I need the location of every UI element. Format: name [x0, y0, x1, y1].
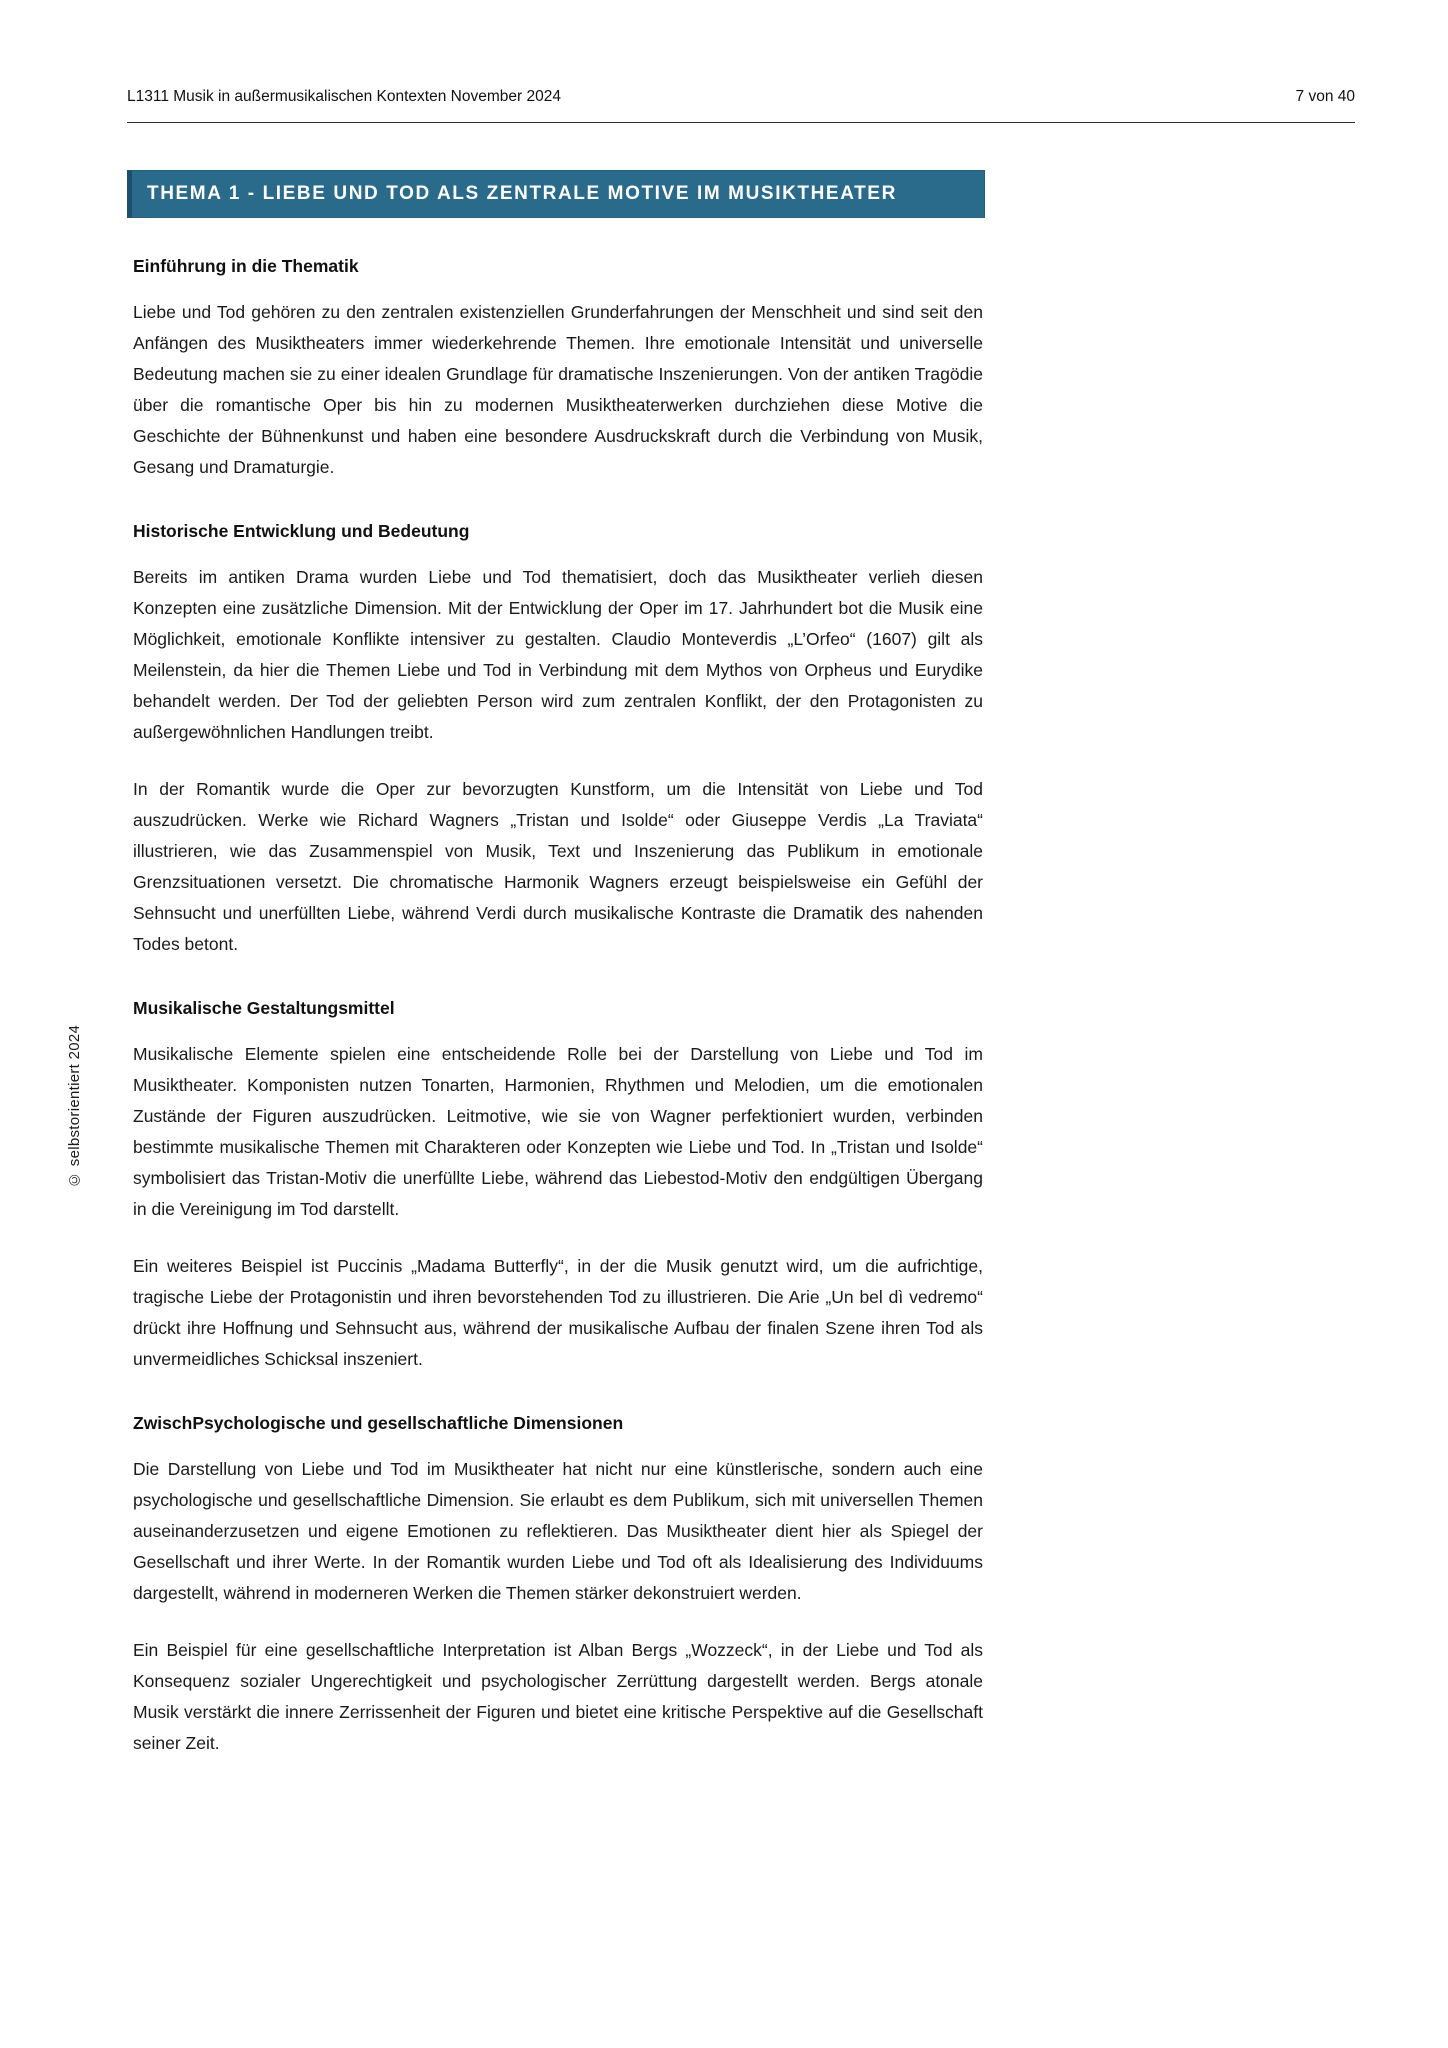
paragraph: In der Romantik wurde die Oper zur bevorzugten Kunstform, um die Intensität von Liebe und Tod auszudrücken. Werke wie Richard Wagners „Tristan und Isolde“ oder Giuseppe Verdis „La Traviata“ illustrieren, wie das Zusammenspiel von Musik, Text und Inszenierung das Publikum in emotionale Grenzsituationen versetzt. Die chromatische Harmonik Wagners erzeugt beispielsweise ein Gefühl der Sehnsucht und unerfüllten Liebe, während Verdi durch musikalische Kontraste die Dramatik des nahenden Todes betont.	[133, 779, 983, 954]
header-page-number: 7 von 40	[1295, 88, 1355, 105]
header-course-label: L1311 Musik in außermusikalischen Kontexten November 2024	[127, 88, 561, 105]
copyright-watermark: © selbstorientiert 2024	[66, 1024, 83, 1188]
paragraph: Ein weiteres Beispiel ist Puccinis „Madama Butterfly“, in der die Musik genutzt wird, um die aufrichtige, tragische Liebe der Protagonistin und ihren bevorstehenden Tod zu illustrieren. Die Arie „Un bel dì vedremo“ drückt ihre Hoffnung und Sehnsucht aus, während der musikalische Aufbau der finalen Szene ihren Tod als unvermeidliches Schicksal inszeniert.	[133, 1256, 983, 1369]
document-content	[133, 218, 983, 1785]
section-heading-musikalische-gestaltungsmittel: Musikalische Gestaltungsmittel	[133, 998, 395, 1018]
section-heading-einfuehrung: Einführung in die Thematik	[133, 256, 359, 276]
section-heading-historische-entwicklung: Historische Entwicklung und Bedeutung	[133, 521, 470, 541]
paragraph: Liebe und Tod gehören zu den zentralen existenziellen Grunderfahrungen der Menschheit und sind seit den Anfängen des Musiktheaters immer wiederkehrende Themen. Ihre emotionale Intensität und universelle Bedeutung machen sie zu einer idealen Grundlage für dramatische Inszenierungen. Von der antiken Tragödie über die romantische Oper bis hin zu modernen Musiktheaterwerken durchziehen diese Motive die Geschichte der Bühnenkunst und haben eine besondere Ausdruckskraft durch die Verbindung von Musik, Gesang und Dramaturgie.	[133, 302, 983, 477]
paragraph: Bereits im antiken Drama wurden Liebe und Tod thematisiert, doch das Musiktheater verlieh diesen Konzepten eine zusätzliche Dimension. Mit der Entwicklung der Oper im 17. Jahrhundert bot die Musik eine Möglichkeit, emotionale Konflikte intensiver zu gestalten. Claudio Monteverdis „L’Orfeo“ (1607) gilt als Meilenstein, da hier die Themen Liebe und Tod in Verbindung mit dem Mythos von Orpheus und Eurydike behandelt werden. Der Tod der geliebten Person wird zum zentralen Konflikt, der den Protagonisten zu außergewöhnlichen Handlungen treibt.	[133, 567, 983, 742]
paragraph: Die Darstellung von Liebe und Tod im Musiktheater hat nicht nur eine künstlerische, sondern auch eine psychologische und gesellschaftliche Dimension. Sie erlaubt es dem Publikum, sich mit universellen Themen auseinanderzusetzen und eigene Emotionen zu reflektieren. Das Musiktheater dient hier als Spiegel der Gesellschaft und ihrer Werte. In der Romantik wurden Liebe und Tod oft als Idealisierung des Individuums dargestellt, während in moderneren Werken die Themen stärker dekonstruiert werden.	[133, 1459, 983, 1603]
topic-banner	[127, 170, 985, 218]
section-heading-psychologische-dimensionen: ZwischPsychologische und gesellschaftliche Dimensionen	[133, 1413, 624, 1433]
header-divider	[127, 122, 1355, 123]
paragraph: Ein Beispiel für eine gesellschaftliche Interpretation ist Alban Bergs „Wozzeck“, in der Liebe und Tod als Konsequenz sozialer Ungerechtigkeit und psychologischer Zerrüttung dargestellt werden. Bergs atonale Musik verstärkt die innere Zerrissenheit der Figuren und bietet eine kritische Perspektive auf die Gesellschaft seiner Zeit.	[133, 1640, 983, 1753]
page-header	[127, 88, 1355, 106]
paragraph: Musikalische Elemente spielen eine entscheidende Rolle bei der Darstellung von Liebe und Tod im Musiktheater. Komponisten nutzen Tonarten, Harmonien, Rhythmen und Melodien, um die emotionalen Zustände der Figuren auszudrücken. Leitmotive, wie sie von Wagner perfektioniert wurden, verbinden bestimmte musikalische Themen mit Charakteren oder Konzepten wie Liebe und Tod. In „Tristan und Isolde“ symbolisiert das Tristan-Motiv die unerfüllte Liebe, während das Liebestod-Motiv den endgültigen Übergang in die Vereinigung im Tod darstellt.	[133, 1044, 983, 1219]
topic-banner-title: THEMA 1 - LIEBE UND TOD ALS ZENTRALE MOTIVE IM MUSIKTHEATER	[147, 183, 897, 204]
